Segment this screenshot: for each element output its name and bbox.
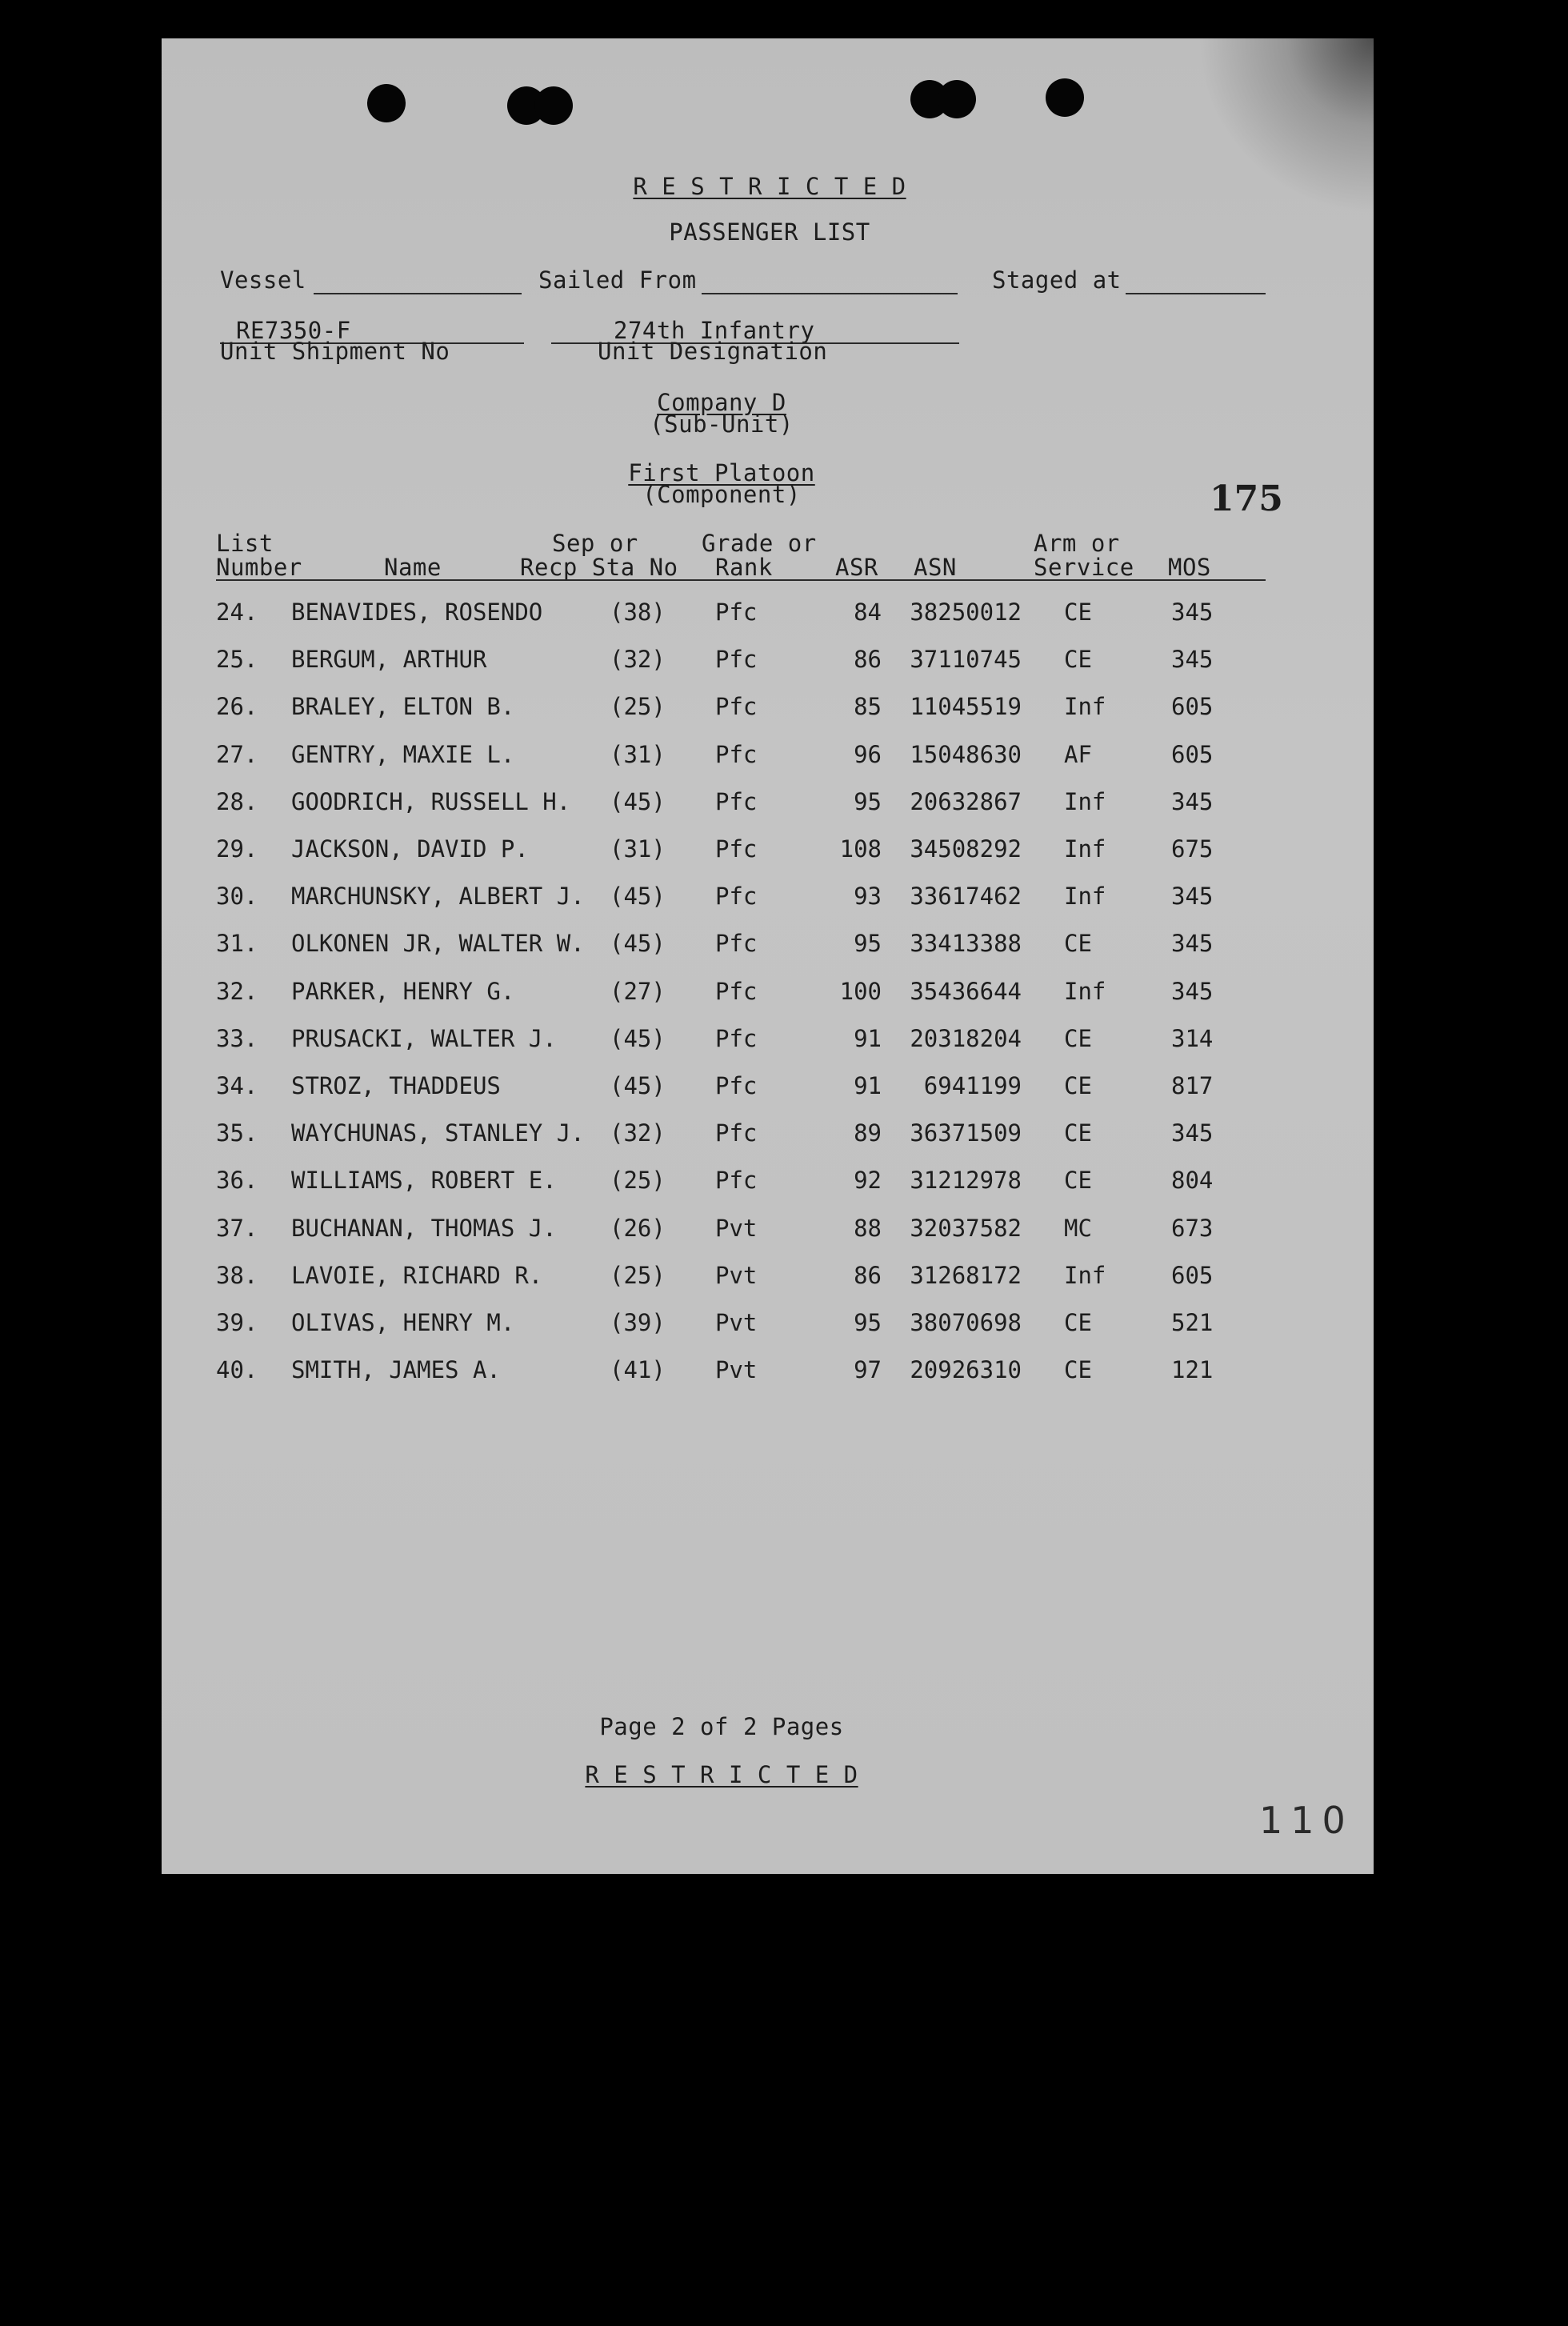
mos: 345 <box>1171 1119 1214 1147</box>
list-number: 39. <box>216 1309 258 1336</box>
asr-score: 108 <box>839 835 882 863</box>
asn: 31268172 <box>910 1261 1022 1289</box>
asr-score: 95 <box>854 1309 882 1336</box>
recp-station: (27) <box>610 977 666 1005</box>
list-number: 36. <box>216 1167 258 1195</box>
arm-service: CE <box>1064 930 1092 958</box>
asr-score: 96 <box>854 740 882 768</box>
classification-top: R E S T R I C T E D <box>633 173 906 200</box>
shipment-no: RE7350-F <box>236 317 351 344</box>
recp-station: (38) <box>610 599 666 626</box>
arm-service: CE <box>1064 599 1092 626</box>
table-row <box>162 883 1374 915</box>
mos: 675 <box>1171 835 1214 863</box>
asr-score: 85 <box>854 693 882 721</box>
mos: 804 <box>1171 1167 1214 1195</box>
arm-service: Inf <box>1064 787 1106 815</box>
vessel-label: Vessel <box>220 266 306 294</box>
shipment-no-label: Unit Shipment No <box>220 338 450 365</box>
col-grade-2: Rank <box>715 554 773 581</box>
table-row <box>162 1167 1374 1199</box>
asr-score: 95 <box>854 930 882 958</box>
col-grade-1: Grade or <box>702 530 817 557</box>
col-mos: MOS <box>1168 554 1211 581</box>
list-number: 30. <box>216 883 258 911</box>
passenger-name: JACKSON, DAVID P. <box>291 835 529 863</box>
mos: 345 <box>1171 883 1214 911</box>
mos: 314 <box>1171 1024 1214 1052</box>
passenger-name: SMITH, JAMES A. <box>291 1356 501 1384</box>
asr-score: 93 <box>854 883 882 911</box>
table-row <box>162 930 1374 962</box>
asn: 20926310 <box>910 1356 1022 1384</box>
table-row <box>162 1025 1374 1057</box>
sub-unit: Company D <box>657 389 786 416</box>
arm-service: Inf <box>1064 977 1106 1005</box>
list-number: 34. <box>216 1072 258 1099</box>
recp-station: (45) <box>610 787 666 815</box>
col-list-number-1: List <box>216 530 274 557</box>
recp-station: (32) <box>610 1119 666 1147</box>
arm-service: CE <box>1064 646 1092 674</box>
rank: Pvt <box>715 1261 758 1289</box>
recp-station: (31) <box>610 740 666 768</box>
col-asn: ASN <box>914 554 957 581</box>
recp-station: (45) <box>610 930 666 958</box>
asn: 36371509 <box>910 1119 1022 1147</box>
recp-station: (45) <box>610 1072 666 1099</box>
col-list-number-2: Number <box>216 554 302 581</box>
list-number: 29. <box>216 835 258 863</box>
rank: Pfc <box>715 1024 758 1052</box>
asn: 20632867 <box>910 787 1022 815</box>
table-row <box>162 835 1374 867</box>
list-number: 25. <box>216 646 258 674</box>
rank: Pfc <box>715 787 758 815</box>
rank: Pfc <box>715 1072 758 1099</box>
component-label: (Component) <box>642 481 801 508</box>
col-asr: ASR <box>835 554 878 581</box>
list-number: 37. <box>216 1214 258 1242</box>
table-row <box>162 741 1374 773</box>
list-number: 28. <box>216 787 258 815</box>
table-row <box>162 1119 1374 1151</box>
passenger-name: PARKER, HENRY G. <box>291 977 515 1005</box>
passenger-name: OLIVAS, HENRY M. <box>291 1309 515 1336</box>
document-title: PASSENGER LIST <box>669 218 870 246</box>
rank: Pvt <box>715 1214 758 1242</box>
mos: 605 <box>1171 740 1214 768</box>
passenger-name: PRUSACKI, WALTER J. <box>291 1024 557 1052</box>
asr-score: 100 <box>839 977 882 1005</box>
asn: 20318204 <box>910 1024 1022 1052</box>
arm-service: Inf <box>1064 693 1106 721</box>
arm-service: Inf <box>1064 883 1106 911</box>
staged-at-label: Staged at <box>992 266 1122 294</box>
passenger-name: OLKONEN JR, WALTER W. <box>291 930 585 958</box>
list-number: 31. <box>216 930 258 958</box>
recp-station: (45) <box>610 883 666 911</box>
passenger-name: BRALEY, ELTON B. <box>291 693 515 721</box>
list-number: 33. <box>216 1024 258 1052</box>
rank: Pfc <box>715 740 758 768</box>
asr-score: 84 <box>854 599 882 626</box>
rank: Pfc <box>715 693 758 721</box>
asr-score: 97 <box>854 1356 882 1384</box>
asn: 38250012 <box>910 599 1022 626</box>
mos: 605 <box>1171 693 1214 721</box>
table-row <box>162 1262 1374 1294</box>
arm-service: CE <box>1064 1356 1092 1384</box>
passenger-table <box>162 38 1374 1874</box>
mos: 345 <box>1171 977 1214 1005</box>
rank: Pfc <box>715 599 758 626</box>
list-number: 32. <box>216 977 258 1005</box>
col-sep-2: Recp Sta No <box>520 554 678 581</box>
mos: 121 <box>1171 1356 1214 1384</box>
recp-station: (41) <box>610 1356 666 1384</box>
list-number: 38. <box>216 1261 258 1289</box>
recp-station: (45) <box>610 1024 666 1052</box>
arm-service: Inf <box>1064 1261 1106 1289</box>
table-row <box>162 1356 1374 1388</box>
unit-designation-label: Unit Designation <box>598 338 828 365</box>
asn: 31212978 <box>910 1167 1022 1195</box>
arm-service: CE <box>1064 1167 1092 1195</box>
unit-designation: 274th Infantry <box>614 317 815 344</box>
asn: 32037582 <box>910 1214 1022 1242</box>
handwritten-number: 110 <box>1259 1799 1354 1842</box>
table-row <box>162 1309 1374 1341</box>
passenger-name: BENAVIDES, ROSENDO <box>291 599 543 626</box>
rank: Pfc <box>715 646 758 674</box>
asn: 33617462 <box>910 883 1022 911</box>
arm-service: Inf <box>1064 835 1106 863</box>
asr-score: 91 <box>854 1072 882 1099</box>
recp-station: (32) <box>610 646 666 674</box>
asn: 15048630 <box>910 740 1022 768</box>
list-number: 27. <box>216 740 258 768</box>
passenger-name: WILLIAMS, ROBERT E. <box>291 1167 557 1195</box>
table-row <box>162 599 1374 631</box>
recp-station: (39) <box>610 1309 666 1336</box>
asr-score: 86 <box>854 646 882 674</box>
mos: 521 <box>1171 1309 1214 1336</box>
asn: 11045519 <box>910 693 1022 721</box>
list-number: 24. <box>216 599 258 626</box>
asr-score: 92 <box>854 1167 882 1195</box>
rank: Pfc <box>715 977 758 1005</box>
asr-score: 86 <box>854 1261 882 1289</box>
passenger-name: BUCHANAN, THOMAS J. <box>291 1214 557 1242</box>
asn: 34508292 <box>910 835 1022 863</box>
mos: 673 <box>1171 1214 1214 1242</box>
passenger-name: WAYCHUNAS, STANLEY J. <box>291 1119 585 1147</box>
asn: 37110745 <box>910 646 1022 674</box>
recp-station: (26) <box>610 1214 666 1242</box>
asn: 6941199 <box>923 1072 1022 1099</box>
col-name: Name <box>384 554 442 581</box>
list-number: 26. <box>216 693 258 721</box>
recp-station: (25) <box>610 1167 666 1195</box>
passenger-name: BERGUM, ARTHUR <box>291 646 487 674</box>
col-sep-1: Sep or <box>552 530 638 557</box>
asn: 35436644 <box>910 977 1022 1005</box>
asr-score: 88 <box>854 1214 882 1242</box>
table-row <box>162 1072 1374 1104</box>
arm-service: CE <box>1064 1072 1092 1099</box>
mos: 345 <box>1171 787 1214 815</box>
rank: Pfc <box>715 930 758 958</box>
asn: 38070698 <box>910 1309 1022 1336</box>
list-number: 35. <box>216 1119 258 1147</box>
table-row <box>162 646 1374 678</box>
mos: 817 <box>1171 1072 1214 1099</box>
table-row <box>162 1215 1374 1247</box>
passenger-name: LAVOIE, RICHARD R. <box>291 1261 543 1289</box>
table-row <box>162 693 1374 725</box>
stamp-number: 175 <box>1210 478 1283 519</box>
passenger-name: STROZ, THADDEUS <box>291 1072 501 1099</box>
passenger-name: MARCHUNSKY, ALBERT J. <box>291 883 585 911</box>
arm-service: CE <box>1064 1119 1092 1147</box>
arm-service: MC <box>1064 1214 1092 1242</box>
sub-unit-label: (Sub-Unit) <box>650 410 794 438</box>
arm-service: CE <box>1064 1024 1092 1052</box>
rank: Pfc <box>715 883 758 911</box>
recp-station: (25) <box>610 693 666 721</box>
rank: Pfc <box>715 1119 758 1147</box>
asn: 33413388 <box>910 930 1022 958</box>
mos: 605 <box>1171 1261 1214 1289</box>
recp-station: (31) <box>610 835 666 863</box>
passenger-name: GOODRICH, RUSSELL H. <box>291 787 571 815</box>
col-arm-2: Service <box>1034 554 1134 581</box>
document-page <box>162 38 1374 1874</box>
recp-station: (25) <box>610 1261 666 1289</box>
arm-service: CE <box>1064 1309 1092 1336</box>
passenger-name: GENTRY, MAXIE L. <box>291 740 515 768</box>
asr-score: 95 <box>854 787 882 815</box>
asr-score: 89 <box>854 1119 882 1147</box>
rank: Pvt <box>715 1356 758 1384</box>
page-number: Page 2 of 2 Pages <box>599 1713 844 1740</box>
col-arm-1: Arm or <box>1034 530 1120 557</box>
component: First Platoon <box>628 459 815 486</box>
sailed-from-label: Sailed From <box>538 266 697 294</box>
rank: Pfc <box>715 1167 758 1195</box>
rank: Pvt <box>715 1309 758 1336</box>
asr-score: 91 <box>854 1024 882 1052</box>
list-number: 40. <box>216 1356 258 1384</box>
mos: 345 <box>1171 599 1214 626</box>
arm-service: AF <box>1064 740 1092 768</box>
classification-bottom: R E S T R I C T E D <box>585 1761 858 1788</box>
rank: Pfc <box>715 835 758 863</box>
table-row <box>162 978 1374 1010</box>
mos: 345 <box>1171 646 1214 674</box>
table-row <box>162 788 1374 820</box>
mos: 345 <box>1171 930 1214 958</box>
